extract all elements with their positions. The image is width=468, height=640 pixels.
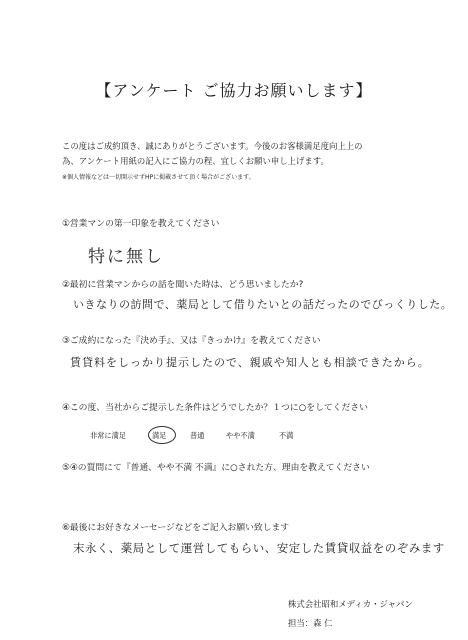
privacy-note: ※個人情報などは一切開示せずHPに掲載させて頂く場合がございます。 [62,174,255,181]
option-very-satisfied: 非常に満足 [90,431,126,440]
question-5: ⑤④の質問にて『普通、やや不満 不満』に○された方、理由を教えてください [62,463,370,473]
question-2: ②最初に営業マンからの話を聞いた時は、どう思いましたか? [62,280,304,290]
option-normal: 普通 [190,431,205,440]
option-satisfied: 満足 [152,431,167,440]
person-in-charge: 担当：森 仁 [288,618,333,628]
company-name: 株式会社昭和メディカ・ジャパン [288,599,413,609]
answer-2-handwritten: いきなりの訪問で、薬局として借りたいとの話だったのでびっくりした。 [73,298,453,311]
answer-6-handwritten: 末永く、薬局として運営してもらい、安定した賃貸収益をのぞみます [73,541,445,555]
option-dissatisfied: 不満 [279,431,294,440]
intro-line-1: この度はご成約頂き、誠にありがとうございます。今後のお客様満足度向上上の [62,141,363,151]
question-1: ①営業マンの第一印象を教えてください [62,219,220,229]
answer-1-handwritten: 特に無し [88,247,164,267]
intro-line-2: 為、アンケート用紙の記入にご協力の程、宜しくお願い申し上げます。 [62,156,329,166]
question-3: ③ご成約になった『決め手』、又は『きっかけ』を教えてください [62,336,321,346]
option-somewhat-dissatisfied: やや不満 [226,431,255,440]
question-6: ⑥最後にお好きなメーセージなどをご記入お願い致します [62,523,290,533]
answer-3-handwritten: 賃貸料をしっかり提示したので、親戚や知人とも相談できたから。 [70,356,430,369]
page-title: 【アンケート ご協力お願いします】 [95,81,373,100]
question-4: ④この度、当社からご提示した条件はどうでしたか？１つに○をしてください [62,403,368,413]
